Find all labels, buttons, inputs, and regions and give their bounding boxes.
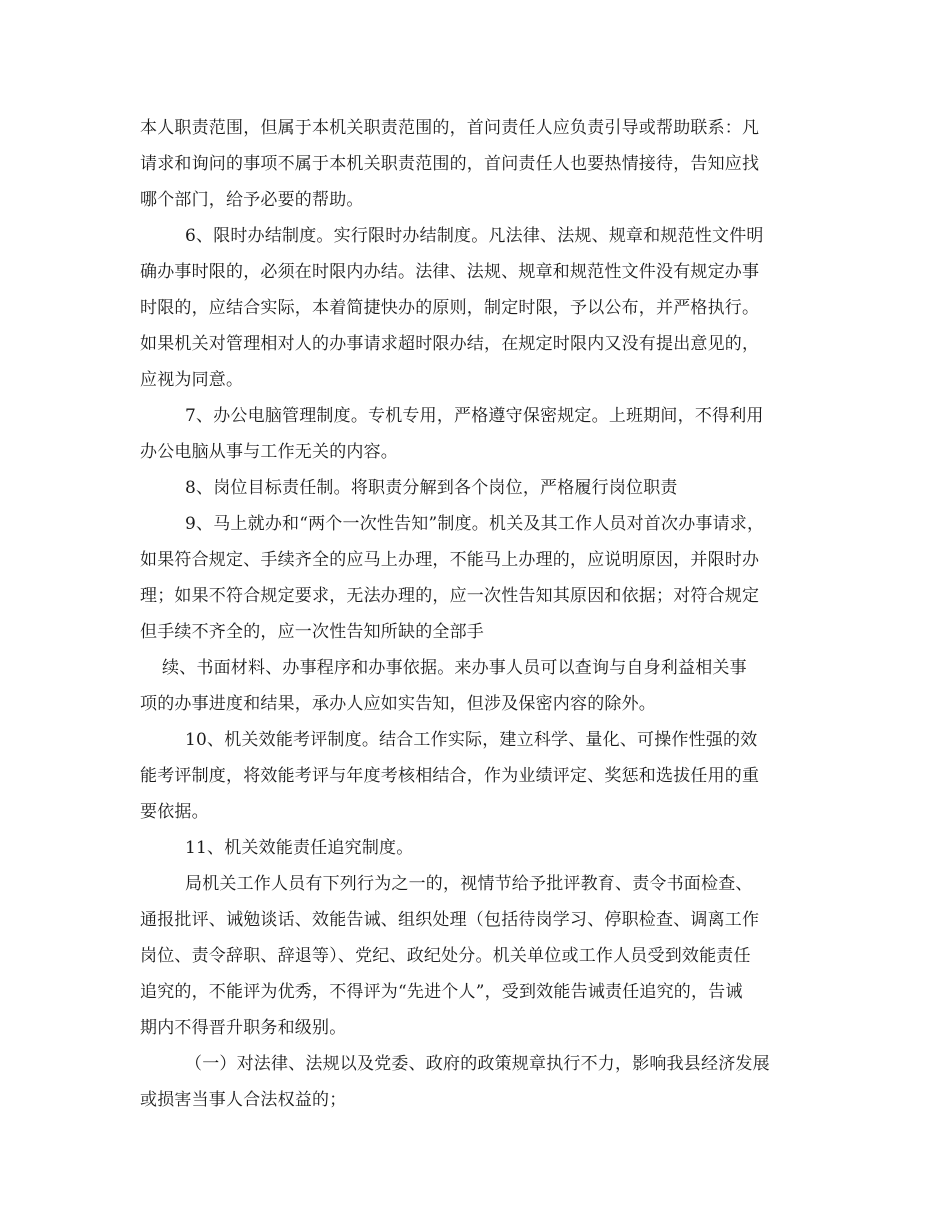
- text-line: 岗位、责令辞职、辞退等）、党纪、政纪处分。机关单位或工作人员受到效能责任: [140, 946, 751, 966]
- text-line: 如果符合规定、手续齐全的应马上办理，不能马上办理的，应说明原因，并限时办: [140, 550, 760, 570]
- text-line: 应视为同意。: [140, 370, 244, 390]
- text-line: 项的办事进度和结果，承办人应如实告知，但涉及保密内容的除外。: [140, 694, 656, 714]
- text-line: 时限的，应结合实际，本着简捷快办的原则，制定时限，予以公布，并严格执行。: [140, 298, 760, 318]
- text-line: 通报批评、诫勉谈话、效能告诫、组织处理（包括待岗学习、停职检查、调离工作: [140, 910, 760, 930]
- text-line: 7、办公电脑管理制度。专机专用，严格遵守保密规定。上班期间，不得利用: [185, 406, 764, 426]
- text-line: 本人职责范围，但属于本机关职责范围的，首问责任人应负责引导或帮助联系：凡: [140, 118, 760, 138]
- text-line: 如果机关对管理相对人的办事请求超时限办结，在规定时限内又没有提出意见的，: [140, 334, 760, 354]
- text-line: 哪个部门，给予必要的帮助。: [140, 190, 364, 210]
- text-line: 11、机关效能责任追究制度。: [185, 838, 414, 858]
- text-line: 9、马上就办和“两个一次性告知”制度。机关及其工作人员对首次办事请求，: [185, 514, 765, 534]
- text-line: 能考评制度，将效能考评与年度考核相结合，作为业绩评定、奖惩和选拔任用的重: [140, 766, 760, 786]
- text-line: 期内不得晋升职务和级别。: [140, 1018, 347, 1038]
- text-line: 或损害当事人合法权益的；: [140, 1090, 347, 1110]
- text-line: （一）对法律、法规以及党委、政府的政策规章执行不力，影响我县经济发展: [185, 1054, 770, 1074]
- text-line: 8、岗位目标责任制。将职责分解到各个岗位，严格履行岗位职责: [185, 478, 678, 498]
- text-line: 要依据。: [140, 802, 209, 822]
- text-line: 6、限时办结制度。实行限时办结制度。凡法律、法规、规章和规范性文件明: [185, 226, 764, 246]
- text-line: 追究的，不能评为优秀，不得评为“先进个人”，受到效能告诫责任追究的，告诫: [140, 982, 743, 1002]
- text-line: 续、书面材料、办事程序和办事依据。来办事人员可以查询与自身利益相关事: [162, 658, 747, 678]
- text-line: 局机关工作人员有下列行为之一的，视情节给予批评教育、责令书面检查、: [185, 874, 753, 894]
- text-line: 确办事时限的，必须在时限内办结。法律、法规、规章和规范性文件没有规定办事: [140, 262, 760, 282]
- text-line: 办公电脑从事与工作无关的内容。: [140, 442, 398, 462]
- text-line: 请求和询问的事项不属于本机关职责范围的，首问责任人也要热情接待，告知应找: [140, 154, 760, 174]
- text-line: 理；如果不符合规定要求，无法办理的，应一次性告知其原因和依据；对符合规定: [140, 586, 760, 606]
- text-line: 但手续不齐全的，应一次性告知所缺的全部手: [140, 622, 484, 642]
- text-line: 10、机关效能考评制度。结合工作实际，建立科学、量化、可操作性强的效: [185, 730, 758, 750]
